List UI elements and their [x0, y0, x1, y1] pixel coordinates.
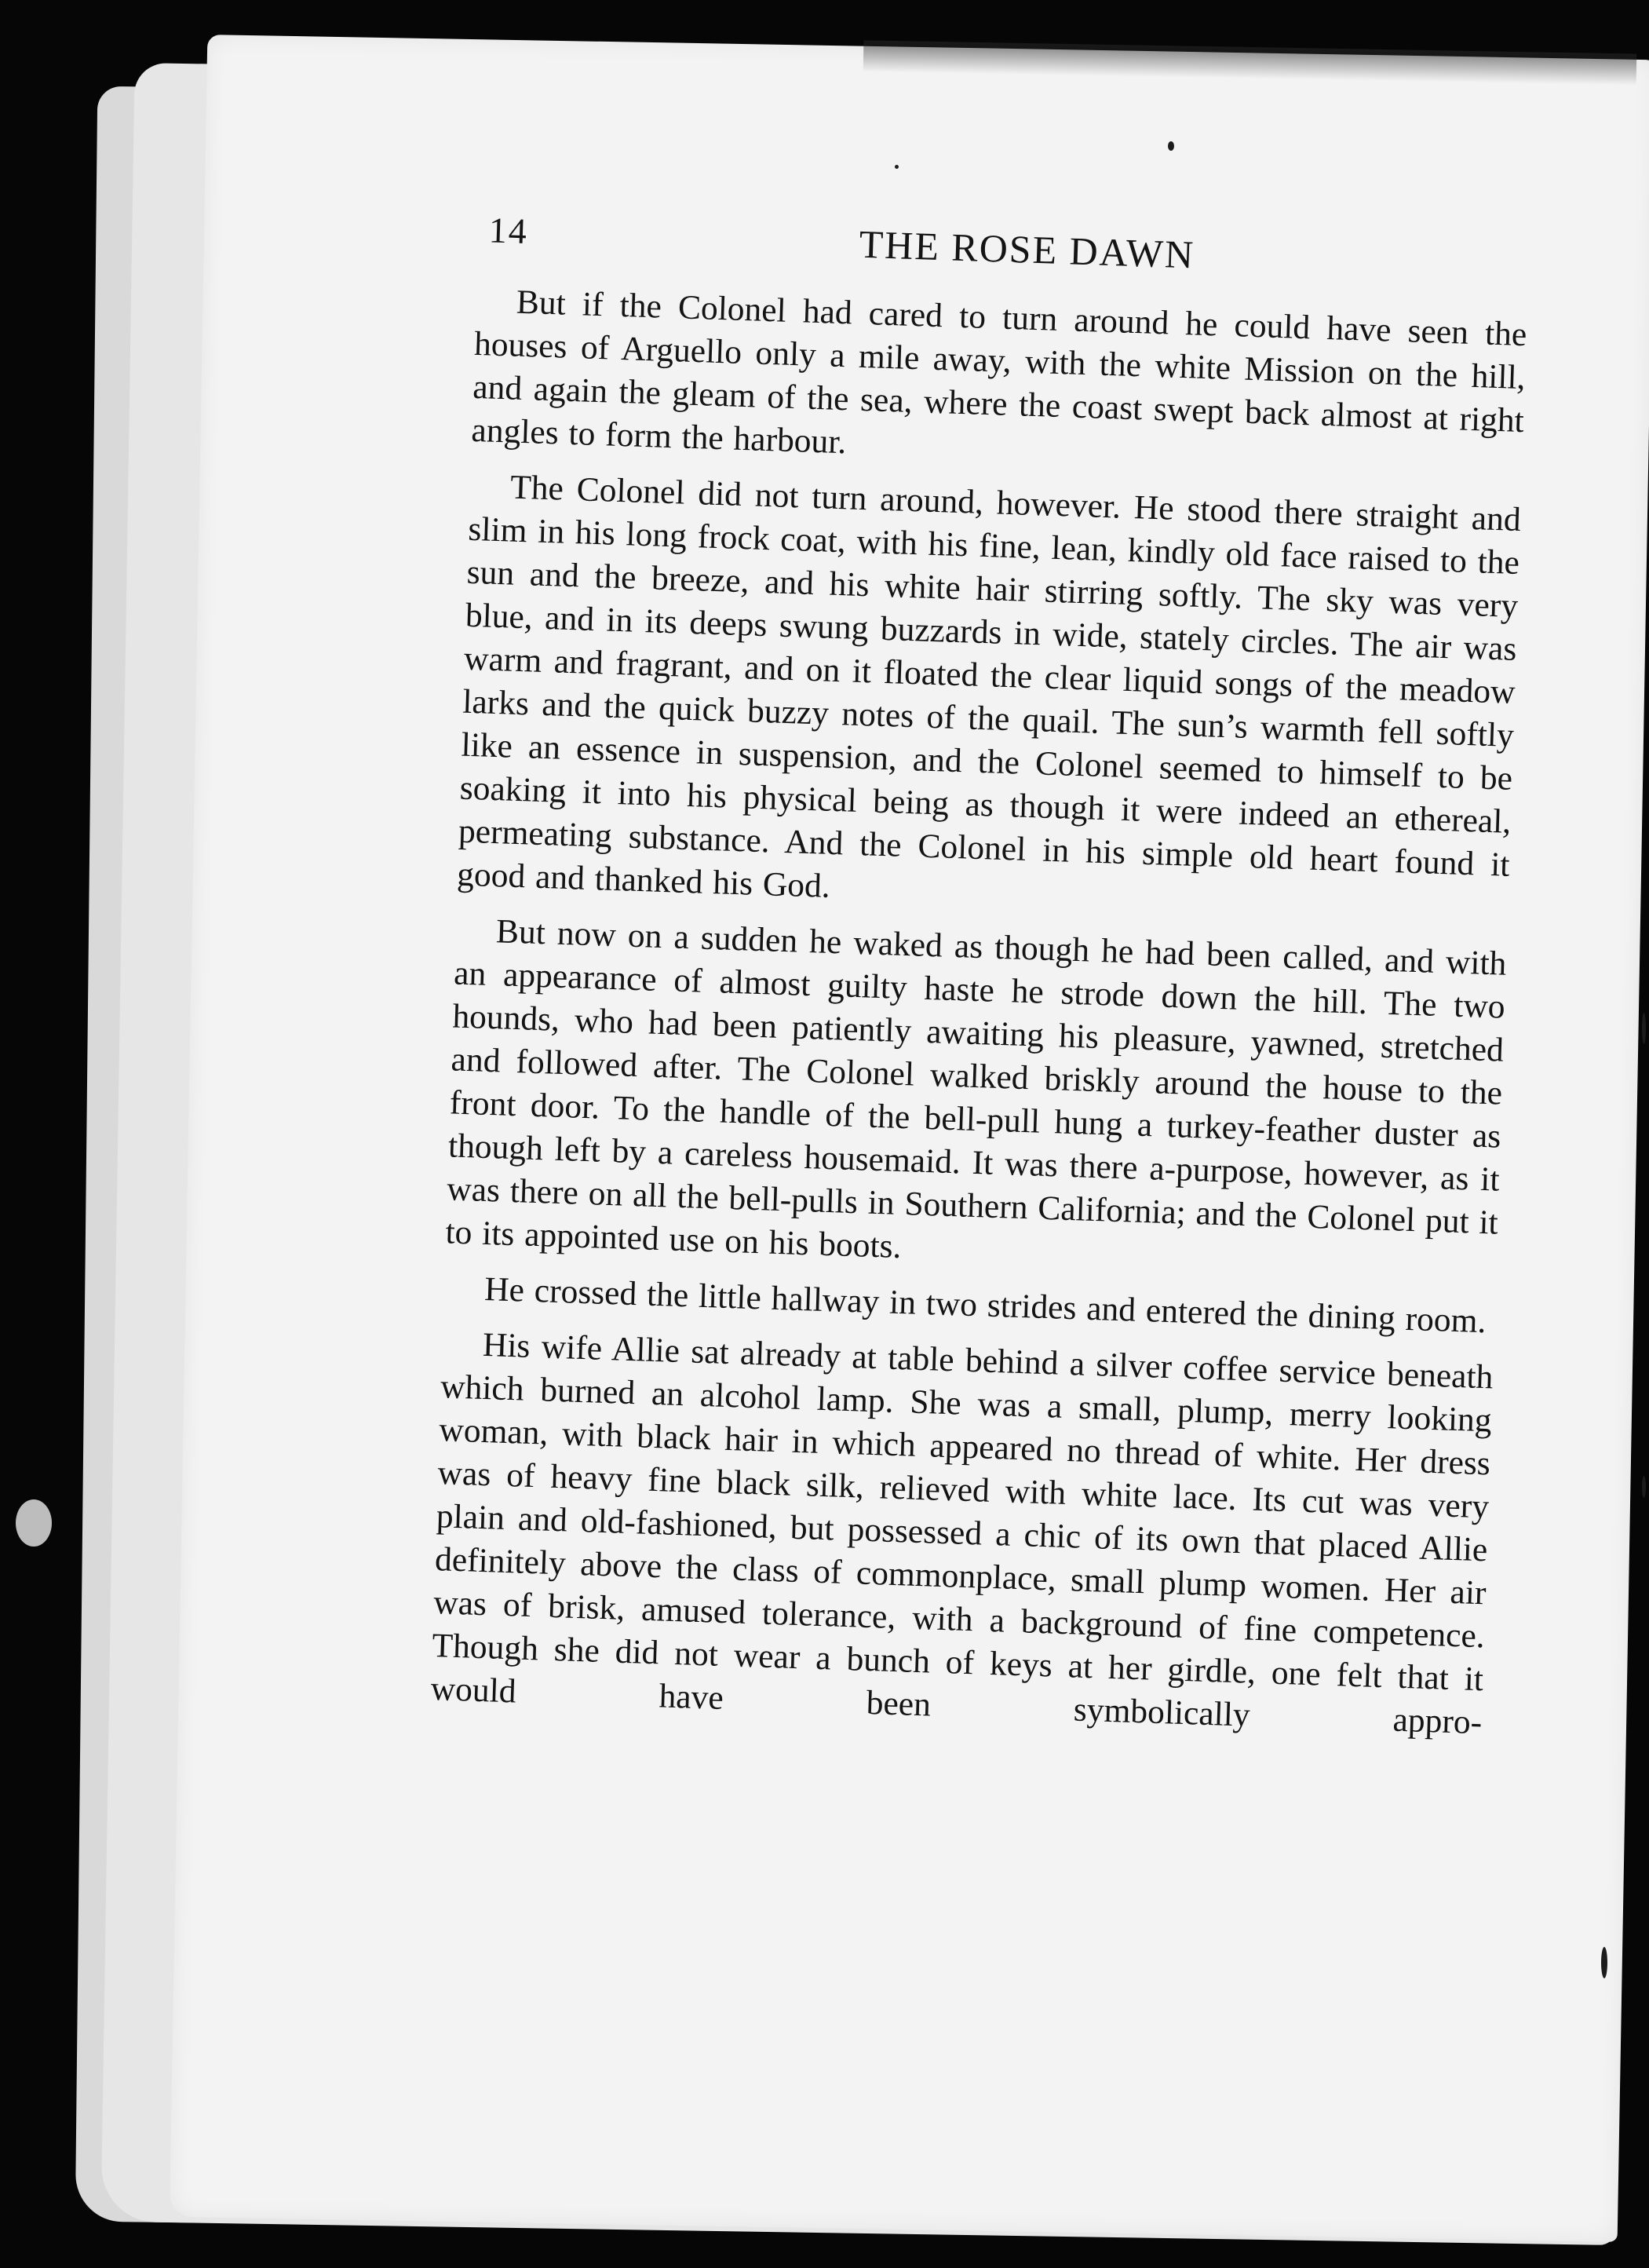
- dust-speck: [1601, 1947, 1607, 1978]
- paragraph: But if the Colonel had cared to turn around he could have seen the houses of Arguello only a mile away, with the white Mission on the hill, and again the gleam of the sea, where the coast swept back almost at right angles to form the harbour.: [470, 283, 1528, 462]
- dust-speck: [1642, 1013, 1646, 1044]
- paragraph: His wife Allie sat already at table behind a silver coffee service beneath which burned an alcohol lamp. She was a small, plump, merry looking woman, with black hair in which appeared no thread of white. Her dress was of heavy fine black silk, relieved with white lace. Its cut was very plain and old-fashioned, but possessed a chic of its own that placed Allie definitely above the class of commonplace, small plump women. Her air was of brisk, amused tolerance, with a background of fine competence. Though she did not wear a bunch of keys at her girdle, one felt that it would have been symbolically appro-: [430, 1325, 1494, 1742]
- paragraph: But now on a sudden he waked as though he had been called, and with an appearance of almost guilty haste he strode down the hill. The two hounds, who had been patiently awaiting his pleasure, yawned, stretched and followed after. The Colonel walked briskly around the house to the front door. To the handle of the bell-pull hung a turkey-feather duster as though left by a careless housemaid. It was there a-purpose, however, as it was there on all the bell-pulls in Southern California; and the Colonel put it to its appointed use on his boots.: [444, 912, 1508, 1266]
- paragraph: The Colonel did not turn around, however. He stood there straight and slim in his long frock coat, with his fine, lean, kindly old face raised to the sun and the breeze, and his white hair stirring softly. The sky was very blue, and in its deeps swung buzzards in wide, stately circles. The air was warm and fragrant, and on it floated the clear liquid songs of the meadow larks and the quick buzzy notes of the quail. The sun’s warmth fell softly like an essence in suspension, and the Colonel seemed to himself to be soaking it into his physical being as though it were indeed an ethereal, permeating substance. And the Colonel in his simple old heart found it good and thanked his God.: [456, 468, 1522, 905]
- dust-speck: [1642, 1476, 1646, 1498]
- book-page: [429, 203, 1530, 1757]
- paragraph: He crossed the little hallway in two strides and entered the dining room.: [483, 1269, 1487, 1341]
- page-number: 14: [488, 210, 529, 252]
- edge-blot: [16, 1499, 52, 1547]
- dust-speck: [895, 165, 899, 169]
- running-title: THE ROSE DAWN: [858, 221, 1195, 277]
- dust-speck: [1168, 141, 1174, 151]
